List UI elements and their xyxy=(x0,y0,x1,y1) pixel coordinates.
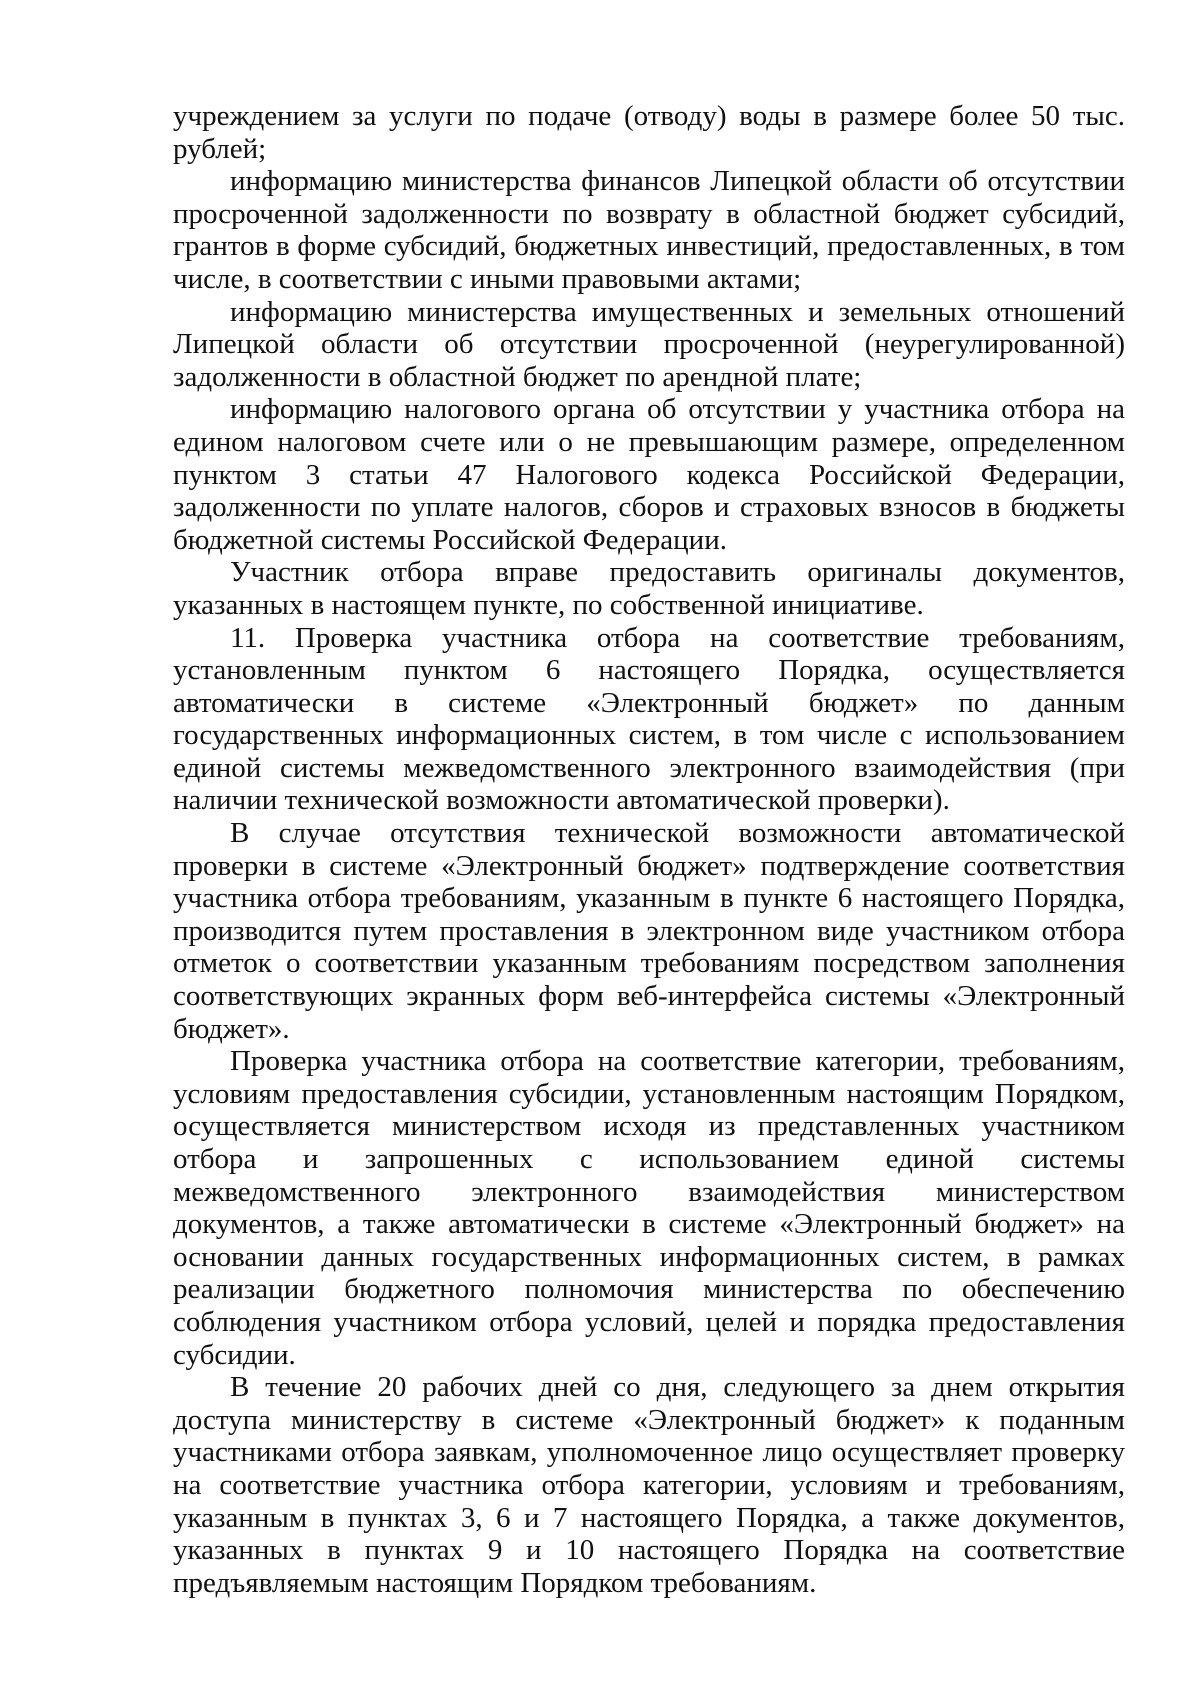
paragraph: информацию министерства имущественных и земельных отношений Липецкой области об отсутствии просроченной (неурегулированной) задолженности в областной бюджет по арендной плате; xyxy=(173,295,1125,393)
paragraph: Участник отбора вправе предоставить оригиналы документов, указанных в настоящем пункте, по собственной инициативе. xyxy=(173,556,1125,621)
paragraph: информацию налогового органа об отсутствии у участника отбора на едином налоговом счете или о не превышающим размере, определенном пунктом 3 статьи 47 Налогового кодекса Российской Федерации, задолженности по уплате налогов, сборов и страховых взносов в бюджеты бюджетной системы Российской Федерации. xyxy=(173,393,1125,556)
paragraph: Проверка участника отбора на соответствие категории, требованиям, условиям предоставления субсидии, установленным настоящим Порядком, осуществляется министерством исходя из представленных участником отбора и запрошенных с использованием единой системы межведомственного электронного взаимодействия министерством документов, а также автоматически в системе «Электронный бюджет» на основании данных государственных информационных систем, в рамках реализации бюджетного полномочия министерства по обеспечению соблюдения участником отбора условий, целей и порядка предоставления субсидии. xyxy=(173,1045,1125,1371)
paragraph: В случае отсутствия технической возможности автоматической проверки в системе «Электронный бюджет» подтверждение соответствия участника отбора требованиям, указанным в пункте 6 настоящего Порядка, производится путем проставления в электронном виде участником отбора отметок о соответствии указанным требованиям посредством заполнения соответствующих экранных форм веб-интерфейса системы «Электронный бюджет». xyxy=(173,817,1125,1045)
document-body xyxy=(173,100,1125,1599)
paragraph: информацию министерства финансов Липецкой области об отсутствии просроченной задолженности по возврату в областной бюджет субсидий, грантов в форме субсидий, бюджетных инвестиций, предоставленных, в том числе, в соответствии с иными правовыми актами; xyxy=(173,165,1125,295)
paragraph: В течение 20 рабочих дней со дня, следующего за днем открытия доступа министерству в системе «Электронный бюджет» к поданным участниками отбора заявкам, уполномоченное лицо осуществляет проверку на соответствие участника отбора категории, условиям и требованиям, указанным в пунктах 3, 6 и 7 настоящего Порядка, а также документов, указанных в пунктах 9 и 10 настоящего Порядка на соответствие предъявляемым настоящим Порядком требованиям. xyxy=(173,1371,1125,1599)
paragraph: 11. Проверка участника отбора на соответствие требованиям, установленным пунктом 6 настоящего Порядка, осуществляется автоматически в системе «Электронный бюджет» по данным государственных информационных систем, в том числе с использованием единой системы межведомственного электронного взаимодействия (при наличии технической возможности автоматической проверки). xyxy=(173,621,1125,817)
paragraph: учреждением за услуги по подаче (отводу) воды в размере более 50 тыс. рублей; xyxy=(173,100,1125,165)
